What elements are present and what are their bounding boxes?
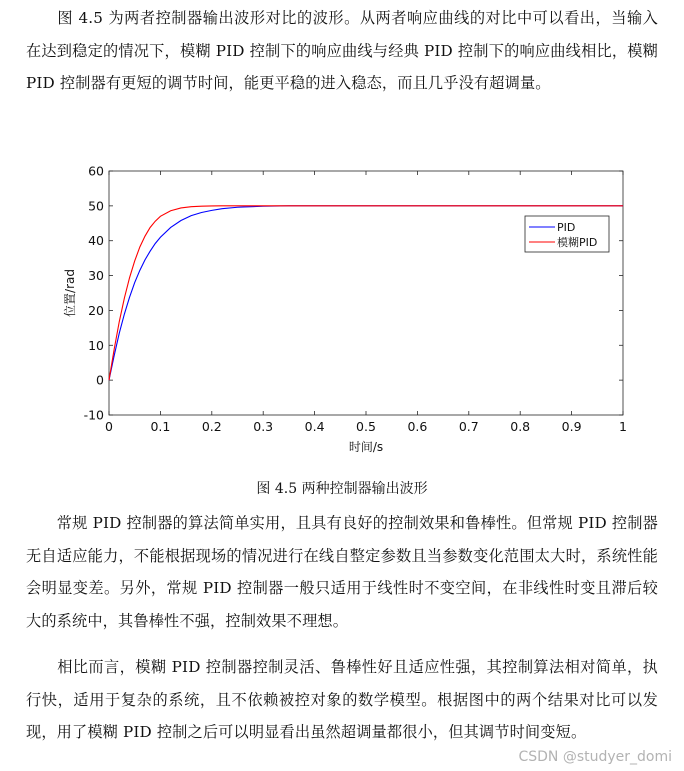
y-tick-label: -10 [83, 407, 104, 423]
y-tick-label: 0 [96, 372, 104, 388]
conventional-pid-paragraph: 常规 PID 控制器的算法简单实用，且具有良好的控制效果和鲁棒性。但常规 PID 控制器无自适应能力，不能根据现场的情况进行在线自整定参数且当参数变化范围太大时，系统性能会明显变差。另外，常规 PID 控制器一般只适用于线性时不变空间，在非线性时变且滞后较大的系统中，其鲁棒性不强，控制效果不理想。 [26, 514, 658, 630]
x-tick-label: 0.6 [407, 419, 428, 434]
x-axis-label: 时间/s [348, 440, 384, 454]
fuzzy-pid-paragraph: 相比而言，模糊 PID 控制器控制灵活、鲁棒性好且适应性强，其控制算法相对简单，执行快，适用于复杂的系统，且不依赖被控对象的数学模型。根据图中的两个结果对比可以发现，用了模糊 PID 控制之后可以明显看出虽然超调量都很小，但其调节时间变短。 [26, 658, 658, 741]
y-tick-label: 40 [88, 233, 104, 249]
y-tick-label: 10 [88, 337, 104, 353]
legend-label: 模糊PID [557, 236, 598, 249]
y-tick-label: 60 [88, 163, 104, 179]
x-tick-label: 0.1 [150, 419, 171, 434]
y-tick-label: 30 [88, 268, 104, 284]
x-tick-label: 0.4 [304, 419, 325, 434]
x-tick-label: 0.7 [458, 419, 479, 434]
x-tick-label: 0.2 [201, 419, 222, 434]
x-tick-label: 0 [105, 419, 113, 434]
legend-label: PID [557, 221, 576, 234]
figure-caption: 图 4.5 两种控制器输出波形 [256, 481, 428, 497]
y-tick-label: 20 [88, 302, 104, 318]
watermark: CSDN @studyer_domi [518, 749, 672, 765]
y-axis-label: 位置/rad [63, 269, 77, 317]
intro-paragraph: 图 4.5 为两者控制器输出波形对比的波形。从两者响应曲线的对比中可以看出，当输入在达到稳定的情况下，模糊 PID 控制下的响应曲线与经典 PID 控制下的响应曲线相比，模糊 PID 控制器有更短的调节时间，能更平稳的进入稳态，而且几乎没有超调量。 [26, 9, 658, 92]
x-tick-label: 1 [619, 419, 627, 434]
x-tick-label: 0.5 [356, 419, 376, 434]
x-tick-label: 0.3 [253, 419, 274, 434]
x-tick-label: 0.9 [561, 419, 582, 434]
y-tick-label: 50 [88, 198, 104, 214]
x-tick-label: 0.8 [510, 419, 531, 434]
response-chart [60, 158, 650, 476]
